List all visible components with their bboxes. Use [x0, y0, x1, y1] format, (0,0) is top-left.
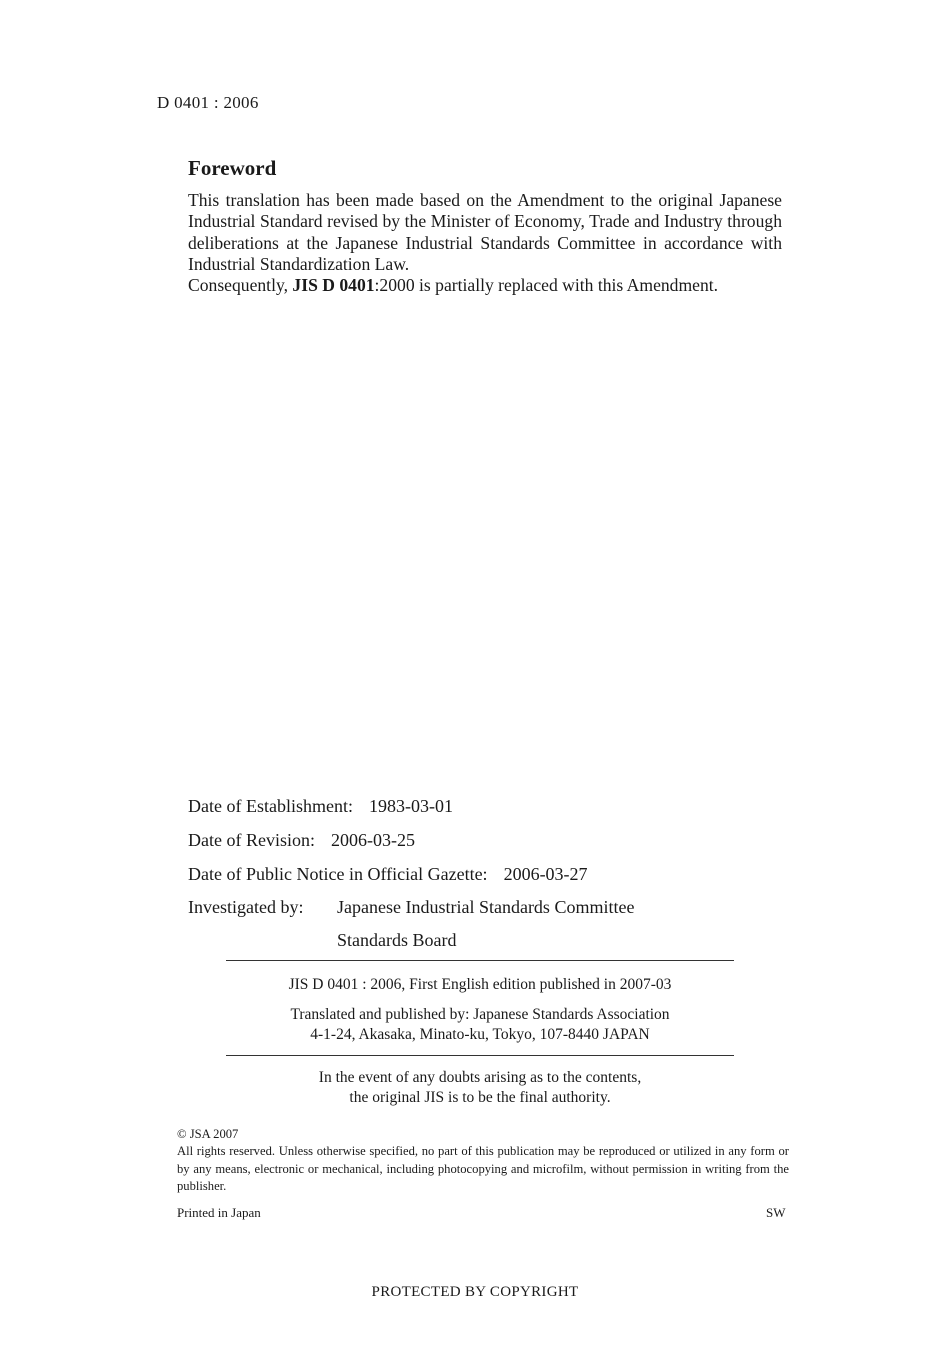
jis-reference: JIS D 0401: [292, 275, 375, 296]
copyright-notice: © JSA 2007: [177, 1127, 239, 1141]
investigated-by-committee: Japanese Industrial Standards Committee: [337, 897, 635, 917]
edition-line: JIS D 0401 : 2006, First English edition published in 2007-03: [288, 976, 672, 993]
date-gazette-label: Date of Public Notice in Official Gazette:: [188, 864, 488, 884]
foreword-paragraph-1: This translation has been made based on the Amendment to the original Japanese Industrial Standard revised by the Minister of Economy, Trade and Industry through deliberations at the Japanese Industrial Standards Committee in accordance with Industrial Standardization Law.: [188, 190, 782, 274]
rights-statement: All rights reserved. Unless otherwise specified, no part of this publication may be reproduced or utilized in any form or by any means, electronic or mechanical, including photocopying and microfilm, without permission in writing from the publisher.: [177, 1144, 789, 1194]
paragraph-2-suffix: :2000 is partially replaced with this Amendment.: [374, 275, 719, 296]
investigated-by-board: Standards Board: [337, 930, 457, 950]
date-gazette-row: [188, 864, 588, 885]
divider: [226, 960, 734, 961]
copyright-block: [177, 1126, 789, 1196]
translated-by-line: Translated and published by: Japanese Standards Association: [290, 1006, 670, 1023]
investigated-by-label: Investigated by:: [188, 897, 304, 917]
print-code: SW: [766, 1205, 786, 1220]
date-establishment-value: 1983-03-01: [368, 796, 453, 816]
date-revision-row: [188, 830, 415, 851]
date-gazette-value: 2006-03-27: [503, 864, 588, 884]
publisher-block: [226, 1005, 734, 1045]
divider: [226, 1055, 734, 1056]
protected-by-copyright-footer: PROTECTED BY COPYRIGHT: [371, 1284, 579, 1300]
date-revision-value: 2006-03-25: [330, 830, 415, 850]
date-establishment-label: Date of Establishment:: [188, 796, 353, 816]
foreword-body: [188, 190, 782, 296]
authority-note-line-1: In the event of any doubts arising as to the contents,: [318, 1069, 642, 1086]
date-revision-label: Date of Revision:: [188, 830, 315, 850]
date-establishment-row: [188, 796, 453, 817]
authority-note: [226, 1068, 734, 1108]
authority-note-line-2: the original JIS is to be the final authority.: [349, 1089, 611, 1106]
foreword-title: Foreword: [188, 156, 277, 180]
printed-in: Printed in Japan: [177, 1205, 261, 1220]
document-id: D 0401 : 2006: [157, 93, 259, 112]
publisher-address: 4-1-24, Akasaka, Minato-ku, Tokyo, 107-8440 JAPAN: [310, 1026, 650, 1043]
paragraph-2-prefix: Consequently,: [188, 275, 293, 296]
foreword-paragraph-2: [188, 275, 782, 296]
